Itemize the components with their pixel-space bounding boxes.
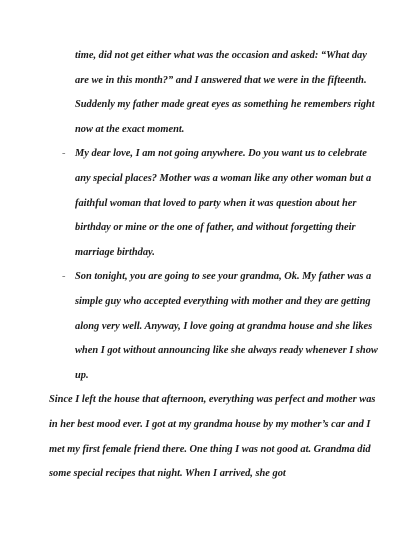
dash-marker: -	[62, 148, 66, 160]
continuation-paragraph: time, did not get either what was the occasion and asked: “What day are we in this month?” and I answered that we were in the fifteenth. Suddenly my father made great eyes as something he remembers right now at the exact moment.	[75, 50, 375, 135]
dash-marker: -	[62, 271, 66, 283]
body-paragraph: Since I left the house that afternoon, everything was perfect and mother was in her best mood ever. I got at my grandma house by my mother’s car and I met my first female friend there. One thing I was not good at. Grandma did some special recipes that night. When I arrived, she got	[49, 394, 376, 480]
dialogue-text-1: My dear love, I am not going anywhere. Do you want us to celebrate any special places? Mother was a woman like any other woman but a faithful woman that loved to party when it was question about her birthday or mine or the one of father, and without forgetting their marriage birthday.	[75, 148, 372, 258]
dialogue-text-2: Son tonight, you are going to see your grandma, Ok. My father was a simple guy who accepted everything with mother and they are getting along very well. Anyway, I love going at grandma house and she likes when I got without announcing like she always ready whenever I show up.	[75, 271, 378, 381]
document-body	[49, 44, 379, 487]
dialogue-item-1	[49, 142, 379, 265]
dialogue-item-2	[49, 265, 379, 388]
